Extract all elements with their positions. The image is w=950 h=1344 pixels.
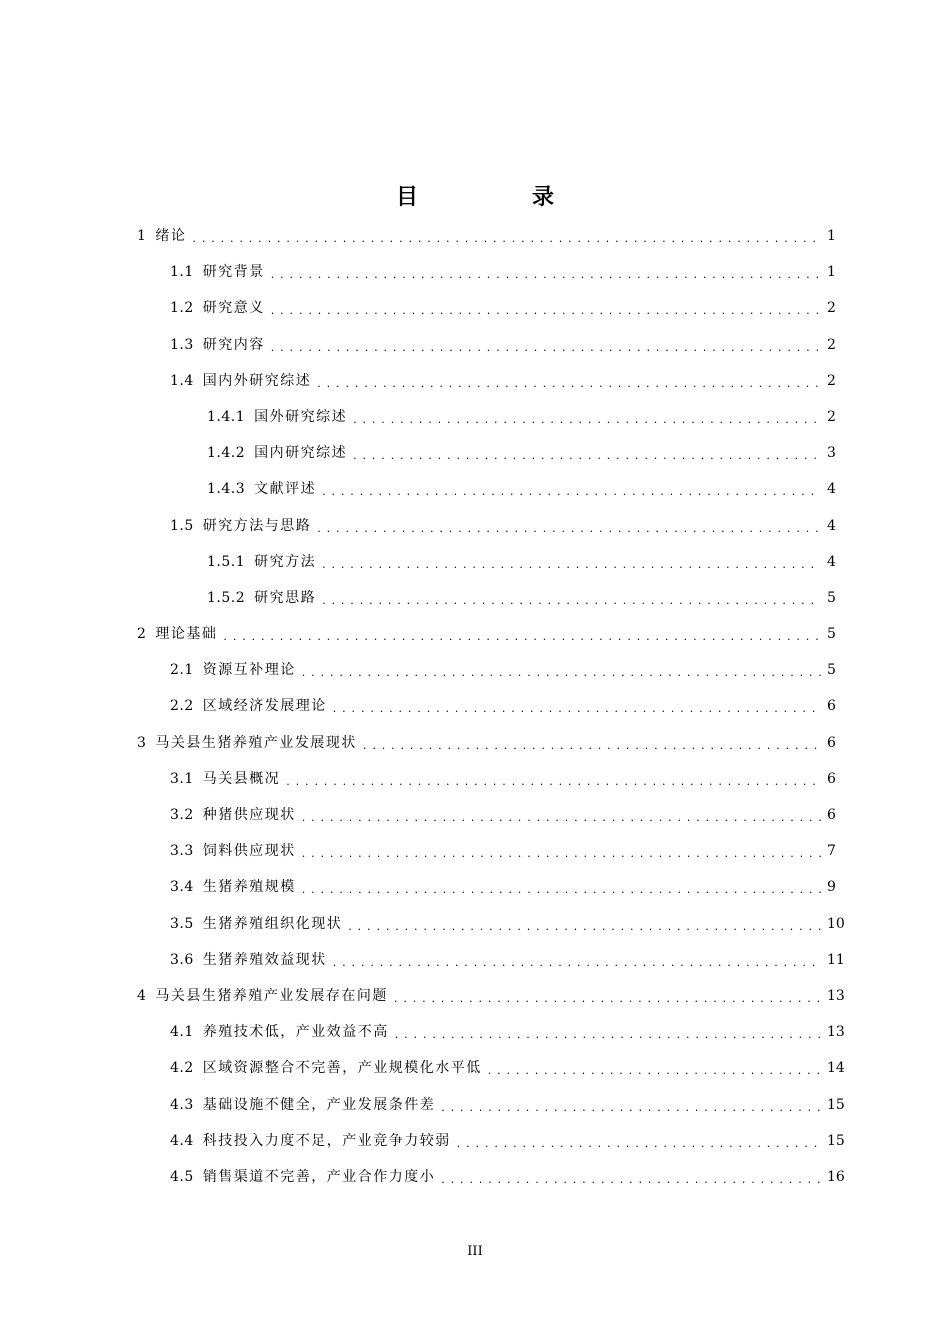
page-number: III (467, 1244, 483, 1259)
toc-entry-page: 7 (827, 843, 836, 860)
toc-entry[interactable] (0, 1121, 950, 1157)
toc-row (170, 370, 835, 390)
toc-entry[interactable] (0, 506, 950, 542)
toc-entry[interactable] (0, 831, 950, 867)
toc-entry-label: 研究背景 (202, 264, 265, 281)
toc-entry[interactable] (0, 650, 950, 686)
toc-row (137, 225, 835, 245)
toc-entry-number: 1.4 (170, 372, 194, 389)
toc-entry-number: 4.4 (170, 1132, 194, 1149)
toc-row (170, 334, 835, 354)
toc-entry[interactable] (0, 614, 950, 650)
toc-entry-page: 3 (827, 445, 836, 462)
toc-row (170, 261, 835, 281)
toc-entry-number: 1.5.2 (207, 589, 246, 606)
toc-entry-label: 生猪养殖组织化现状 (202, 915, 343, 932)
dot-leader (322, 556, 821, 570)
toc-entry-page: 11 (827, 951, 845, 968)
toc-entry-page: 16 (827, 1168, 845, 1185)
toc-entry-number: 3.4 (170, 879, 194, 896)
toc-entry[interactable] (0, 216, 950, 252)
toc-entry-label: 文献评述 (254, 481, 317, 498)
toc-entry-number: 4.5 (170, 1168, 194, 1185)
toc-entry-page: 6 (827, 807, 836, 823)
toc-entry-page: 10 (827, 915, 845, 932)
toc-entry-page: 14 (827, 1060, 845, 1077)
dot-leader (192, 230, 821, 244)
dot-leader (394, 990, 821, 1004)
toc-entry-label: 马关县生猪养殖产业发展存在问题 (155, 987, 388, 1004)
toc-entry-label: 科技投入力度不足，产业竞争力较弱 (202, 1132, 451, 1149)
toc-entry-label: 国外研究综述 (254, 408, 348, 425)
toc-entry-page: 4 (827, 517, 836, 534)
table-of-contents (0, 216, 950, 1193)
toc-entry-label: 研究思路 (254, 589, 317, 606)
toc-entry-label: 饲料供应现状 (202, 843, 296, 860)
toc-entry[interactable] (0, 686, 950, 722)
toc-entry-page: 2 (827, 300, 836, 317)
toc-row (207, 442, 835, 462)
dot-leader (488, 1062, 821, 1076)
toc-entry-label: 基础设施不健全，产业发展条件差 (202, 1096, 436, 1113)
toc-row (137, 623, 835, 643)
toc-entry-page: 2 (827, 336, 836, 353)
toc-row (207, 551, 835, 571)
toc-entry-page: 1 (827, 228, 836, 244)
dot-leader (348, 918, 821, 932)
toc-entry[interactable] (0, 1085, 950, 1121)
toc-entry-page: 2 (827, 372, 836, 389)
dot-leader (333, 700, 821, 714)
toc-entry-number: 3 (137, 734, 147, 751)
dot-leader (317, 375, 821, 389)
page-title: 目 录 (395, 185, 600, 210)
toc-entry-label: 研究意义 (202, 300, 265, 317)
toc-row (170, 949, 845, 969)
toc-entry-page: 6 (827, 770, 836, 787)
toc-entry-page: 2 (827, 408, 836, 425)
dot-leader (363, 737, 821, 751)
toc-entry-number: 3.2 (170, 807, 194, 823)
toc-entry[interactable] (0, 1157, 950, 1193)
toc-entry[interactable] (0, 795, 950, 831)
toc-entry-number: 1 (137, 228, 147, 244)
dot-leader (271, 339, 821, 353)
toc-entry-number: 3.5 (170, 915, 194, 932)
toc-entry-page: 6 (827, 698, 836, 715)
toc-row (170, 876, 835, 896)
toc-entry-page: 15 (827, 1096, 845, 1113)
toc-row (170, 695, 835, 715)
toc-entry-label: 理论基础 (155, 626, 218, 643)
dot-leader (322, 592, 821, 606)
dot-leader (333, 954, 821, 968)
dot-leader (302, 881, 821, 895)
toc-entry[interactable] (0, 397, 950, 433)
dot-leader (271, 266, 821, 280)
toc-entry-page: 5 (827, 589, 836, 606)
dot-leader (322, 483, 821, 497)
toc-entry-label: 种猪供应现状 (202, 807, 296, 823)
toc-entry-label: 生猪养殖效益现状 (202, 951, 327, 968)
toc-entry-label: 销售渠道不完善，产业合作力度小 (202, 1168, 436, 1185)
toc-entry-number: 1.4.1 (207, 408, 246, 425)
toc-entry-page: 15 (827, 1132, 845, 1149)
toc-entry-label: 马关县生猪养殖产业发展现状 (155, 734, 357, 751)
toc-row (170, 1130, 845, 1150)
toc-row (170, 1094, 845, 1114)
toc-entry[interactable] (0, 325, 950, 361)
toc-entry-number: 2.1 (170, 662, 194, 679)
toc-entry-number: 1.4.3 (207, 481, 246, 498)
toc-entry-number: 3.3 (170, 843, 194, 860)
toc-entry-number: 2.2 (170, 698, 194, 715)
toc-entry-page: 4 (827, 481, 836, 498)
dot-leader (457, 1135, 821, 1149)
toc-entry-label: 生猪养殖规模 (202, 879, 296, 896)
toc-entry-label: 研究方法 (254, 553, 317, 570)
toc-entry-page: 6 (827, 734, 836, 751)
toc-row (207, 478, 835, 498)
dot-leader (223, 628, 821, 642)
toc-entry[interactable] (0, 361, 950, 397)
toc-entry-number: 4.1 (170, 1024, 194, 1041)
toc-entry-number: 4.2 (170, 1060, 194, 1077)
toc-row (170, 659, 835, 679)
toc-entry[interactable] (0, 542, 950, 578)
toc-entry[interactable] (0, 1048, 950, 1084)
dot-leader (317, 520, 821, 534)
toc-entry-page: 13 (827, 1024, 845, 1041)
toc-entry-number: 3.6 (170, 951, 194, 968)
toc-entry-number: 1.5.1 (207, 553, 246, 570)
toc-row (170, 297, 835, 317)
toc-entry[interactable] (0, 723, 950, 759)
toc-entry-number: 4.3 (170, 1096, 194, 1113)
toc-entry[interactable] (0, 288, 950, 324)
toc-entry[interactable] (0, 867, 950, 903)
toc-entry-number: 1.1 (170, 264, 194, 281)
toc-entry-label: 资源互补理论 (202, 662, 296, 679)
toc-entry[interactable] (0, 759, 950, 795)
toc-row (170, 768, 835, 788)
toc-row (137, 732, 835, 752)
dot-leader (302, 845, 821, 859)
toc-row (170, 1057, 845, 1077)
toc-entry-label: 马关县概况 (202, 770, 281, 787)
toc-entry-page: 13 (827, 987, 845, 1004)
toc-row (170, 1166, 845, 1186)
toc-entry[interactable] (0, 976, 950, 1012)
toc-row (207, 587, 835, 607)
dot-leader (302, 809, 821, 823)
toc-row (170, 515, 835, 535)
toc-entry-number: 2 (137, 626, 147, 643)
toc-entry[interactable] (0, 433, 950, 469)
toc-entry-label: 养殖技术低，产业效益不高 (202, 1024, 389, 1041)
dot-leader (353, 411, 821, 425)
dot-leader (353, 447, 821, 461)
toc-entry-label: 研究方法与思路 (202, 517, 312, 534)
toc-entry[interactable] (0, 1012, 950, 1048)
toc-entry[interactable] (0, 904, 950, 940)
toc-row (170, 840, 835, 860)
dot-leader (286, 773, 821, 787)
dot-leader (441, 1099, 821, 1113)
toc-entry-page: 4 (827, 553, 836, 570)
toc-entry[interactable] (0, 469, 950, 505)
toc-entry-label: 区域经济发展理论 (202, 698, 327, 715)
toc-entry-page: 5 (827, 662, 836, 679)
toc-entry-label: 国内研究综述 (254, 445, 348, 462)
dot-leader (271, 302, 821, 316)
toc-entry-page: 5 (827, 626, 836, 643)
toc-entry[interactable] (0, 940, 950, 976)
toc-entry-label: 国内外研究综述 (202, 372, 312, 389)
dot-leader (302, 664, 821, 678)
toc-entry[interactable] (0, 578, 950, 614)
toc-entry-label: 绪论 (155, 228, 187, 244)
toc-entry-page: 9 (827, 879, 836, 896)
toc-entry-number: 1.3 (170, 336, 194, 353)
toc-row (170, 913, 845, 933)
toc-entry-number: 3.1 (170, 770, 194, 787)
toc-entry-number: 1.5 (170, 517, 194, 534)
toc-entry[interactable] (0, 252, 950, 288)
toc-row (170, 804, 835, 824)
dot-leader (441, 1171, 821, 1185)
toc-entry-label: 研究内容 (202, 336, 265, 353)
toc-row (137, 985, 845, 1005)
toc-entry-label: 区域资源整合不完善，产业规模化水平低 (202, 1060, 482, 1077)
toc-row (207, 406, 835, 426)
dot-leader (395, 1026, 821, 1040)
toc-entry-number: 1.2 (170, 300, 194, 317)
toc-entry-number: 1.4.2 (207, 445, 246, 462)
toc-entry-page: 1 (827, 264, 836, 281)
toc-entry-number: 4 (137, 987, 147, 1004)
toc-row (170, 1021, 845, 1041)
